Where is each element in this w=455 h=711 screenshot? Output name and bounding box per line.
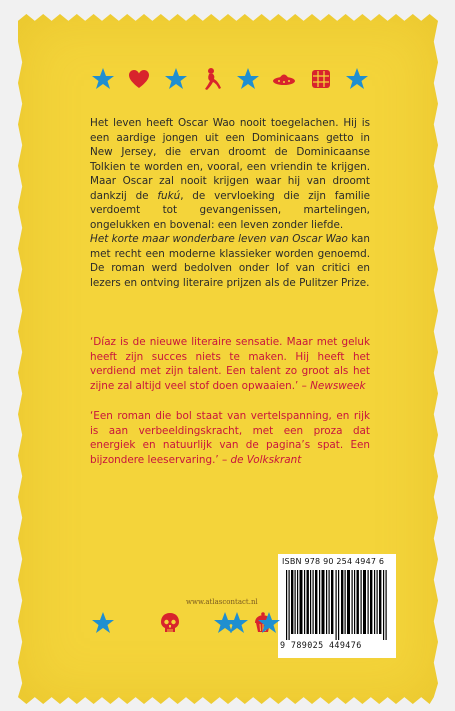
star-icon xyxy=(212,610,238,636)
star-icon xyxy=(90,66,116,92)
top-icon-row xyxy=(90,66,370,92)
quote-source: Newsweek xyxy=(310,379,366,392)
pinup-girl-icon xyxy=(199,66,225,92)
skull-icon xyxy=(157,610,183,636)
star-icon xyxy=(256,610,282,636)
publisher-website[interactable]: www.atlascontact.nl xyxy=(186,598,258,606)
book-blurb xyxy=(90,116,370,290)
ufo-icon xyxy=(271,66,297,92)
star-icon xyxy=(163,66,189,92)
blurb-paragraph-2: Het korte maar wonderbare leven van Oscar Wao kan met recht een moderne klassieker worden genoemd. De roman werd bedolven onder lof van critici en lezers en ontving literaire prijzen als de Pulitzer Prize. xyxy=(90,233,371,289)
star-icon xyxy=(235,66,261,92)
quote-source: de Volkskrant xyxy=(230,453,302,466)
blurb-book-title: Het korte maar wonderbare leven van Oscar Wao xyxy=(90,233,348,245)
barcode-box xyxy=(278,554,396,658)
blurb-emphasis-fuku: fukú xyxy=(157,189,181,202)
star-icon xyxy=(344,66,370,92)
barcode-bars xyxy=(284,570,390,640)
barcode-digits: 9 789025 449476 xyxy=(280,640,362,650)
star-icon xyxy=(90,610,116,636)
blurb-paragraph-1: Het leven heeft Oscar Wao nooit toegelachen. Hij is een aardige jongen uit een Dominicaans getto in New Jersey, die ervan droomt de Dominicaanse Tolkien te worden en, vooral, een vriendin te krijgen. Maar Oscar zal nooit krijgen waar hij van droomt dankzij de fukú, de vervloeking die zijn familie verdoemt tot gevangenissen, martelingen, ongelukken en bovenal: een leven zonder liefde. xyxy=(90,117,370,231)
waffle-icon xyxy=(308,66,334,92)
heart-icon xyxy=(126,66,152,92)
isbn-label: ISBN 978 90 254 4947 6 xyxy=(282,557,385,566)
review-quote-newsweek: ‘Díaz is de nieuwe literaire sensatie. Maar met geluk heeft zijn succes niets te maken. Hij heeft het verdiend met zijn talent. Een talent zo groot als het zijne zal altijd veel stof doen opwaaien.’ – Newsweek xyxy=(90,336,370,392)
review-quote-volkskrant: ‘Een roman die bol staat van vertelspanning, en rijk is aan verbeeldingskracht, met een proza dat energiek en natuurlijk van de pagina’s spat. Een bijzondere leeservaring.’ – de Volkskrant xyxy=(90,410,370,466)
bottom-icon-row-far xyxy=(256,610,282,636)
